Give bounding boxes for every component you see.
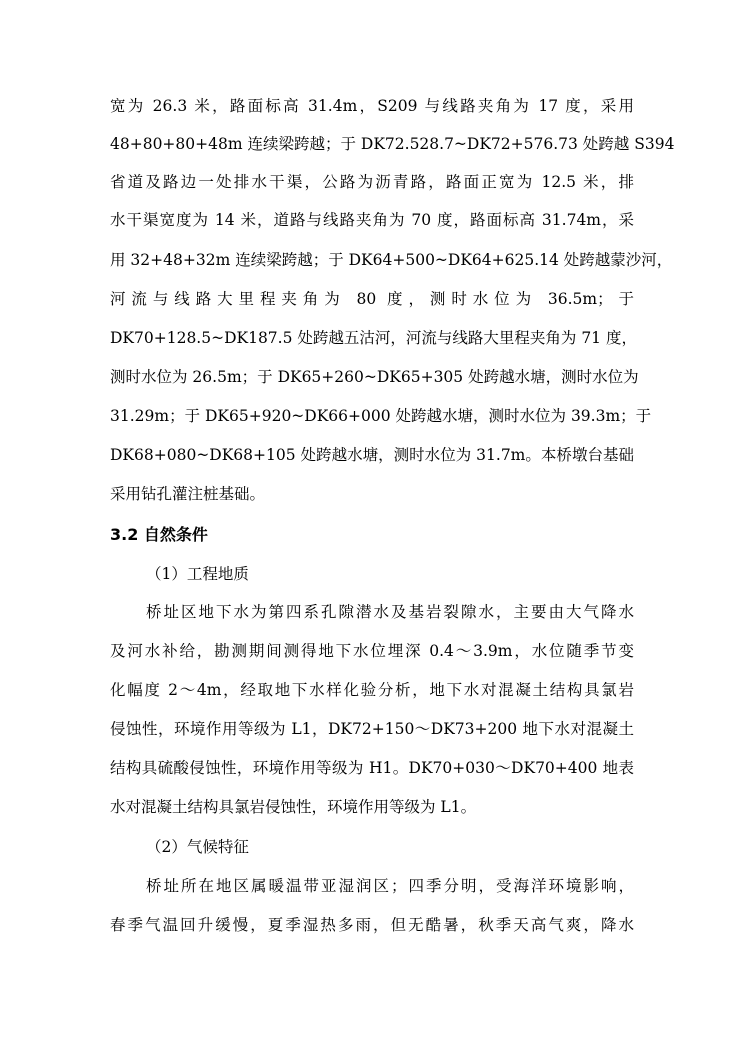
para1-line-11: 采用钻孔灌注桩基础。 <box>110 485 266 503</box>
para3-line-2: 春季气温回升缓慢，夏季湿热多雨，但无酷暑，秋季天高气爽，降水 <box>110 916 634 934</box>
subheading-geology: （1）工程地质 <box>146 565 249 583</box>
para1-line-1: 宽为 26.3 米，路面标高 31.4m，S209 与线路夹角为 17 度，采用 <box>110 97 634 115</box>
para1-line-7: DK70+128.5~DK187.5 处跨越五沽河，河流与线路大里程夹角为 71 度， <box>110 329 637 347</box>
para1-line-6: 河流与线路大里程夹角为 80 度，测时水位为 36.5m；于 <box>110 290 634 308</box>
para1-line-8: 测时水位为 26.5m；于 DK65+260~DK65+305 处跨越水塘，测时水位为 <box>110 368 639 386</box>
section-heading: 3.2 自然条件 <box>110 525 208 544</box>
para1-line-3: 省道及路边一处排水干渠，公路为沥青路，路面正宽为 12.5 米，排 <box>110 173 634 191</box>
para2-line-5: 结构具硫酸侵蚀性，环境作用等级为 H1。DK70+030～DK70+400 地表 <box>110 759 634 777</box>
para1-line-2: 48+80+80+48m 连续梁跨越；于 DK72.528.7~DK72+576.73 处跨越 S394 <box>110 135 675 153</box>
para2-line-6: 水对混凝土结构具氯岩侵蚀性，环境作用等级为 L1。 <box>110 798 477 816</box>
para1-line-5: 用 32+48+32m 连续梁跨越；于 DK64+500~DK64+625.14 处跨越蒙沙河， <box>110 251 673 269</box>
para2-line-1: 桥址区地下水为第四系孔隙潜水及基岩裂隙水，主要由大气降水 <box>146 603 634 621</box>
para2-line-3: 化幅度 2～4m，经取地下水样化验分析，地下水对混凝土结构具氯岩 <box>110 681 634 699</box>
para1-line-4: 水干渠宽度为 14 米，道路与线路夹角为 70 度，路面标高 31.74m，采 <box>110 211 634 229</box>
para1-line-10: DK68+080~DK68+105 处跨越水塘，测时水位为 31.7m。本桥墩台基础 <box>110 446 634 464</box>
para1-line-9: 31.29m；于 DK65+920~DK66+000 处跨越水塘，测时水位为 39.3m；于 <box>110 407 652 425</box>
para2-line-4: 侵蚀性，环境作用等级为 L1，DK72+150～DK73+200 地下水对混凝土 <box>110 720 634 738</box>
subheading-climate: （2）气候特征 <box>146 838 249 856</box>
para2-line-2: 及河水补给，勘测期间测得地下水位埋深 0.4～3.9m，水位随季节变 <box>110 642 634 660</box>
para3-line-1: 桥址所在地区属暖温带亚湿润区；四季分明，受海洋环境影响， <box>146 877 634 895</box>
